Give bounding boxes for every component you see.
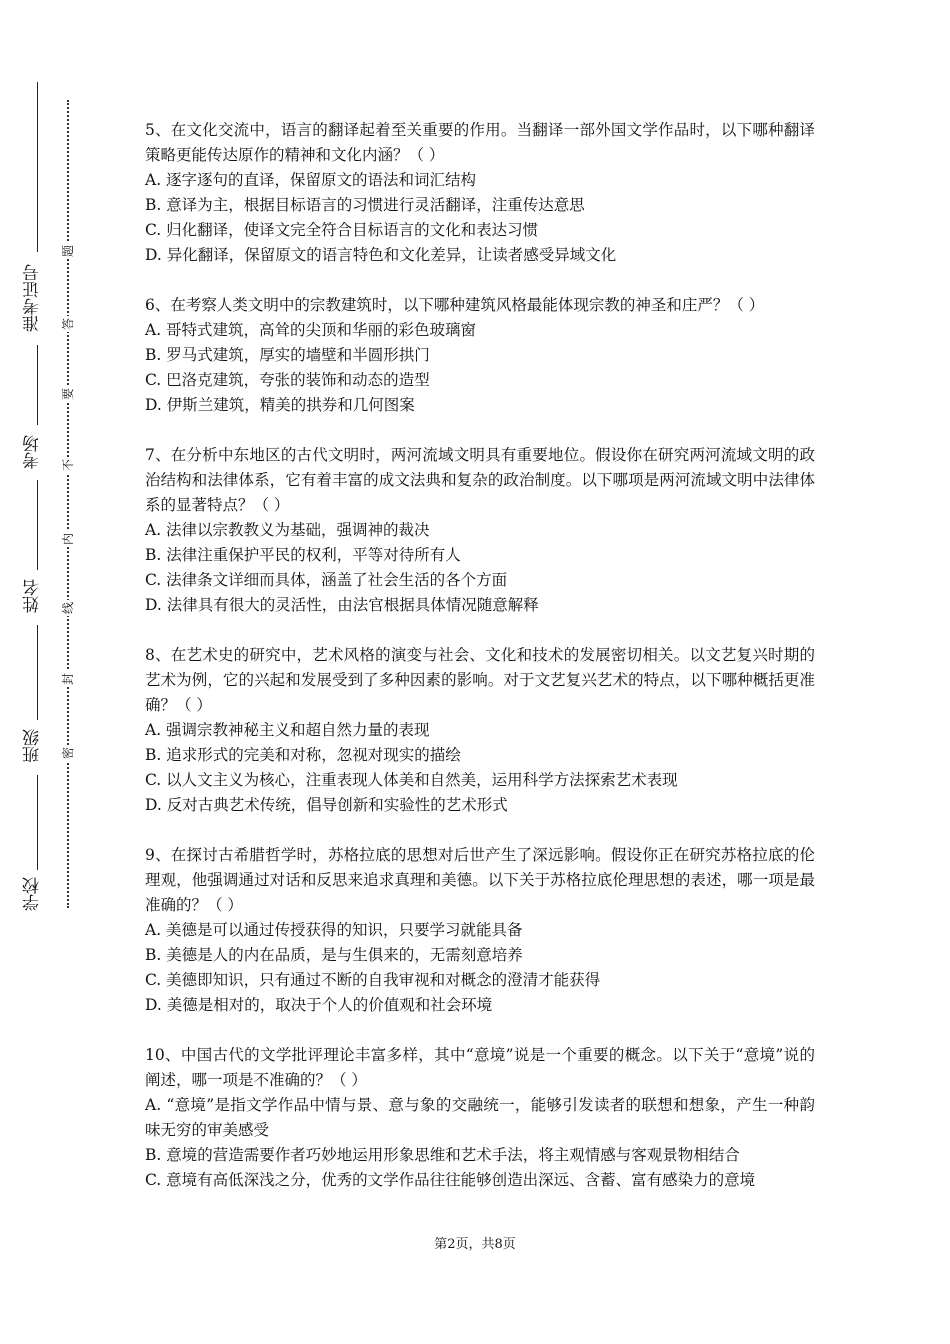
label-name: 姓名 xyxy=(23,579,43,613)
option-c: C. 以人文主义为核心，注重表现人体美和自然美，运用科学方法探索艺术表现 xyxy=(145,771,678,789)
underline-exam-room xyxy=(37,345,38,425)
seal-word: 线 xyxy=(61,602,75,615)
question-stem: 10、中国古代的文学批评理论丰富多样，其中“意境”说是一个重要的概念。以下关于“意境”说的阐述，哪一项是不准确的？（ ） xyxy=(145,1046,815,1089)
question-stem: 7、在分析中东地区的古代文明时，两河流域文明具有重要地位。假设你在研究两河流域文明的政治结构和法律体系，它有着丰富的成文法典和复杂的政治制度。以下哪项是两河流域文明中法律体系的显著特点？（ ） xyxy=(145,446,815,514)
question-10 xyxy=(145,1043,815,1193)
question-stem: 5、在文化交流中，语言的翻译起着至关重要的作用。当翻译一部外国文学作品时，以下哪种翻译策略更能传达原作的精神和文化内涵？（ ） xyxy=(145,121,815,164)
seal-word: 要 xyxy=(61,388,75,401)
question-5 xyxy=(145,118,815,268)
option-c: C. 归化翻译，使译文完全符合目标语言的文化和表达习惯 xyxy=(145,221,539,239)
question-9 xyxy=(145,843,815,1018)
underline-school xyxy=(37,775,38,870)
seal-dotted-line xyxy=(67,100,69,908)
option-a: A. 强调宗教神秘主义和超自然力量的表现 xyxy=(145,721,430,739)
option-a: A. 逐字逐句的直译，保留原文的语法和词汇结构 xyxy=(145,171,477,189)
option-a: A. “意境”是指文学作品中情与景、意与象的交融统一，能够引发读者的联想和想象，产生一种韵味无穷的审美感受 xyxy=(145,1096,815,1139)
seal-word: 题 xyxy=(61,245,75,258)
underline-name xyxy=(37,480,38,570)
question-list xyxy=(145,118,815,1218)
option-c: C. 意境有高低深浅之分，优秀的文学作品往往能够创造出深远、含蓄、富有感染力的意境 xyxy=(145,1171,756,1189)
question-stem: 8、在艺术史的研究中，艺术风格的演变与社会、文化和技术的发展密切相关。以文艺复兴时期的艺术为例，它的兴起和发展受到了多种因素的影响。对于文艺复兴艺术的特点，以下哪种概括更准确？（ ） xyxy=(145,646,815,714)
seal-word: 内 xyxy=(61,533,75,546)
option-d: D. 美德是相对的，取决于个人的价值观和社会环境 xyxy=(145,996,493,1014)
option-c: C. 法律条文详细而具体，涵盖了社会生活的各个方面 xyxy=(145,571,508,589)
option-a: A. 法律以宗教教义为基础，强调神的裁决 xyxy=(145,521,430,539)
seal-word: 封 xyxy=(61,673,75,686)
question-6 xyxy=(145,293,815,418)
option-b: B. 罗马式建筑，厚实的墙壁和半圆形拱门 xyxy=(145,346,430,364)
question-8 xyxy=(145,643,815,818)
label-exam-number: 准考证号 xyxy=(23,264,43,332)
option-a: A. 美德是可以通过传授获得的知识，只要学习就能具备 xyxy=(145,921,523,939)
question-stem: 9、在探讨古希腊哲学时，苏格拉底的思想对后世产生了深远影响。假设你正在研究苏格拉底的伦理观，他强调通过对话和反思来追求真理和美德。以下关于苏格拉底伦理思想的表述，哪一项是最准确的？（ ） xyxy=(145,846,815,914)
page-number: 第2页，共8页 xyxy=(434,1237,516,1252)
option-d: D. 法律具有很大的灵活性，由法官根据具体情况随意解释 xyxy=(145,596,539,614)
option-b: B. 法律注重保护平民的权利，平等对待所有人 xyxy=(145,546,461,564)
seal-word: 不 xyxy=(61,459,75,472)
option-b: B. 美德是人的内在品质，是与生俱来的，无需刻意培养 xyxy=(145,946,523,964)
label-class: 班级 xyxy=(23,729,43,763)
option-a: A. 哥特式建筑，高耸的尖顶和华丽的彩色玻璃窗 xyxy=(145,321,477,339)
seal-word: 答 xyxy=(61,318,75,331)
option-b: B. 意境的营造需要作者巧妙地运用形象思维和艺术手法，将主观情感与客观景物相结合 xyxy=(145,1146,740,1164)
label-school: 学校 xyxy=(23,877,43,911)
seal-word: 密 xyxy=(61,747,75,760)
option-d: D. 异化翻译，保留原文的语言特色和文化差异，让读者感受异域文化 xyxy=(145,246,617,264)
question-7 xyxy=(145,443,815,618)
underline-exam-number xyxy=(37,82,38,252)
option-c: C. 巴洛克建筑，夸张的装饰和动态的造型 xyxy=(145,371,430,389)
option-b: B. 意译为主，根据目标语言的习惯进行灵活翻译，注重传达意思 xyxy=(145,196,585,214)
option-b: B. 追求形式的完美和对称，忽视对现实的描绘 xyxy=(145,746,461,764)
option-d: D. 伊斯兰建筑，精美的拱券和几何图案 xyxy=(145,396,415,414)
label-exam-room: 考场 xyxy=(23,435,43,469)
underline-class xyxy=(37,625,38,720)
question-stem: 6、在考察人类文明中的宗教建筑时，以下哪种建筑风格最能体现宗教的神圣和庄严？（ ） xyxy=(145,296,765,314)
option-d: D. 反对古典艺术传统，倡导创新和实验性的艺术形式 xyxy=(145,796,508,814)
option-c: C. 美德即知识，只有通过不断的自我审视和对概念的澄清才能获得 xyxy=(145,971,601,989)
